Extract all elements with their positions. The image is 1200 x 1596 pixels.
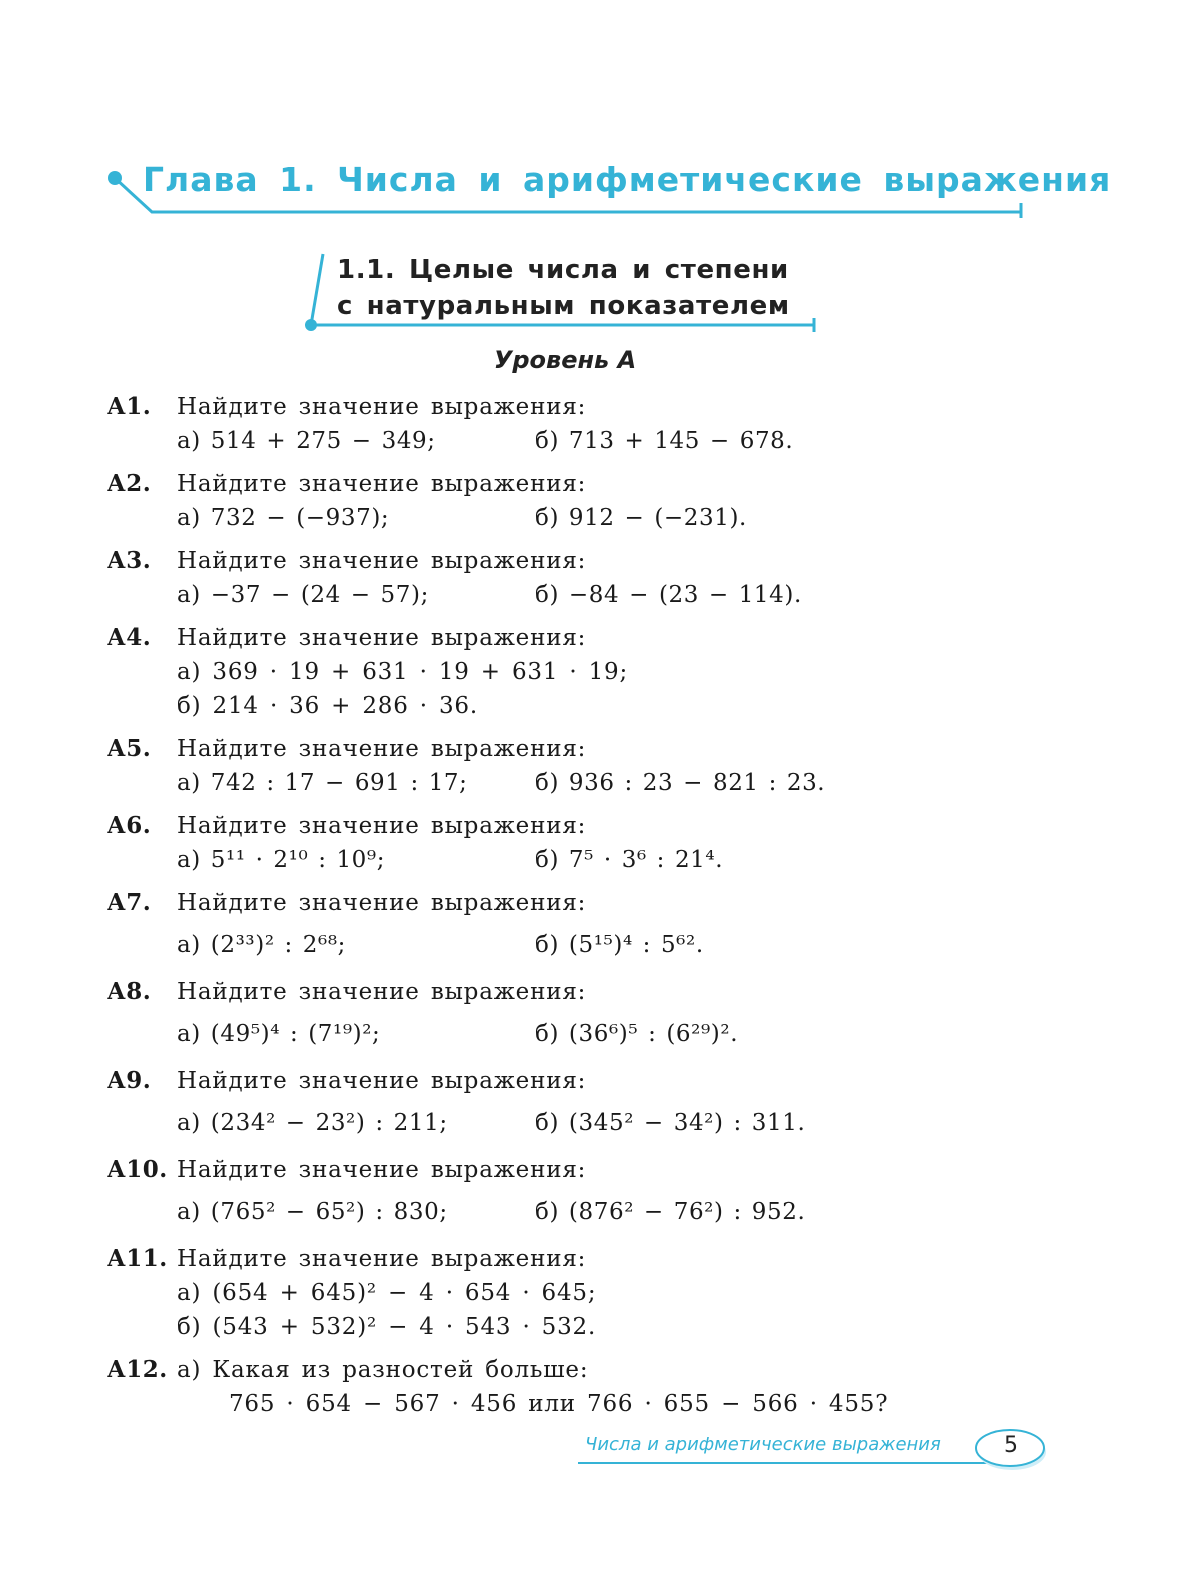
problem-task: Найдите значение выражения: xyxy=(177,1068,587,1094)
part-b: б) (876² − 76²) : 952. xyxy=(535,1199,806,1225)
problem-a6 xyxy=(107,809,1107,877)
section-vertical-line xyxy=(311,254,323,325)
problem-list xyxy=(107,390,1107,1430)
problem-number: А9. xyxy=(107,1067,152,1094)
part-b: б) 7⁵ · 3⁶ : 21⁴. xyxy=(535,847,724,873)
problem-task: Найдите значение выражения: xyxy=(177,813,587,839)
part-b: б) (543 + 532)² − 4 · 543 · 532. xyxy=(177,1314,597,1340)
problem-number: А4. xyxy=(107,624,152,651)
part-a: а) 514 + 275 − 349; xyxy=(177,428,436,454)
part-b: б) −84 − (23 − 114). xyxy=(535,582,802,608)
problem-task: Найдите значение выражения: xyxy=(177,625,587,651)
section-title xyxy=(337,252,817,324)
part-a: а) (2³³)² : 2⁶⁸; xyxy=(177,932,347,958)
level-title: Уровень А xyxy=(493,346,637,374)
problem-number: А8. xyxy=(107,978,152,1005)
problem-a4 xyxy=(107,621,1107,723)
problem-a7 xyxy=(107,886,1107,966)
problem-a10 xyxy=(107,1153,1107,1233)
chapter-title: Глава 1. Числа и арифметические выражения xyxy=(143,160,1112,199)
part-a: а) 369 · 19 + 631 · 19 + 631 · 19; xyxy=(177,659,629,685)
problem-number: А5. xyxy=(107,735,152,762)
problem-number: А11. xyxy=(107,1245,168,1272)
problem-number: А7. xyxy=(107,889,152,916)
problem-number: А12. xyxy=(107,1356,168,1383)
problem-a5 xyxy=(107,732,1107,800)
part-a: а) (49⁵)⁴ : (7¹⁹)²; xyxy=(177,1021,381,1047)
section-title-line-2: с натуральным показателем xyxy=(337,291,790,321)
part-a: а) 5¹¹ · 2¹⁰ : 10⁹; xyxy=(177,847,386,873)
page-number: 5 xyxy=(1004,1433,1018,1458)
problem-a9 xyxy=(107,1064,1107,1144)
part-b: б) 713 + 145 − 678. xyxy=(535,428,794,454)
part-b: б) (36⁶)⁵ : (6²⁹)². xyxy=(535,1021,739,1047)
problem-task: Найдите значение выражения: xyxy=(177,979,587,1005)
problem-a2 xyxy=(107,467,1107,535)
problem-a12 xyxy=(107,1353,1107,1421)
problem-task: Найдите значение выражения: xyxy=(177,1157,587,1183)
part-a: а) 742 : 17 − 691 : 17; xyxy=(177,770,468,796)
problem-number: А3. xyxy=(107,547,152,574)
problem-a3 xyxy=(107,544,1107,612)
problem-task: а) Какая из разностей больше: xyxy=(177,1357,589,1383)
part-b: б) (5¹⁵)⁴ : 5⁶². xyxy=(535,932,704,958)
problem-number: А6. xyxy=(107,812,152,839)
part-b: б) 912 − (−231). xyxy=(535,505,747,531)
part-a: а) (765² − 65²) : 830; xyxy=(177,1199,448,1225)
problem-number: А2. xyxy=(107,470,152,497)
part-a: а) 732 − (−937); xyxy=(177,505,390,531)
part-b: б) (345² − 34²) : 311. xyxy=(535,1110,806,1136)
problem-number: А1. xyxy=(107,393,152,420)
problem-a1 xyxy=(107,390,1107,458)
part-a-expression: 765 · 654 − 567 · 456 или 766 · 655 − 566 · 455? xyxy=(229,1391,889,1417)
problem-task: Найдите значение выражения: xyxy=(177,548,587,574)
problem-number: А10. xyxy=(107,1156,168,1183)
problem-task: Найдите значение выражения: xyxy=(177,890,587,916)
part-b: б) 936 : 23 − 821 : 23. xyxy=(535,770,826,796)
problem-a11 xyxy=(107,1242,1107,1344)
chapter-header-decoration xyxy=(0,0,1200,400)
part-a: а) (234² − 23²) : 211; xyxy=(177,1110,448,1136)
problem-a8 xyxy=(107,975,1107,1055)
part-b: б) 214 · 36 + 286 · 36. xyxy=(177,693,478,719)
problem-task: Найдите значение выражения: xyxy=(177,1246,587,1272)
footer-running-title: Числа и арифметические выражения xyxy=(585,1434,941,1455)
problem-task: Найдите значение выражения: xyxy=(177,394,587,420)
part-a: а) (654 + 645)² − 4 · 654 · 645; xyxy=(177,1280,597,1306)
part-a: а) −37 − (24 − 57); xyxy=(177,582,429,608)
problem-task: Найдите значение выражения: xyxy=(177,736,587,762)
section-title-line-1: 1.1. Целые числа и степени xyxy=(337,255,789,285)
problem-task: Найдите значение выражения: xyxy=(177,471,587,497)
